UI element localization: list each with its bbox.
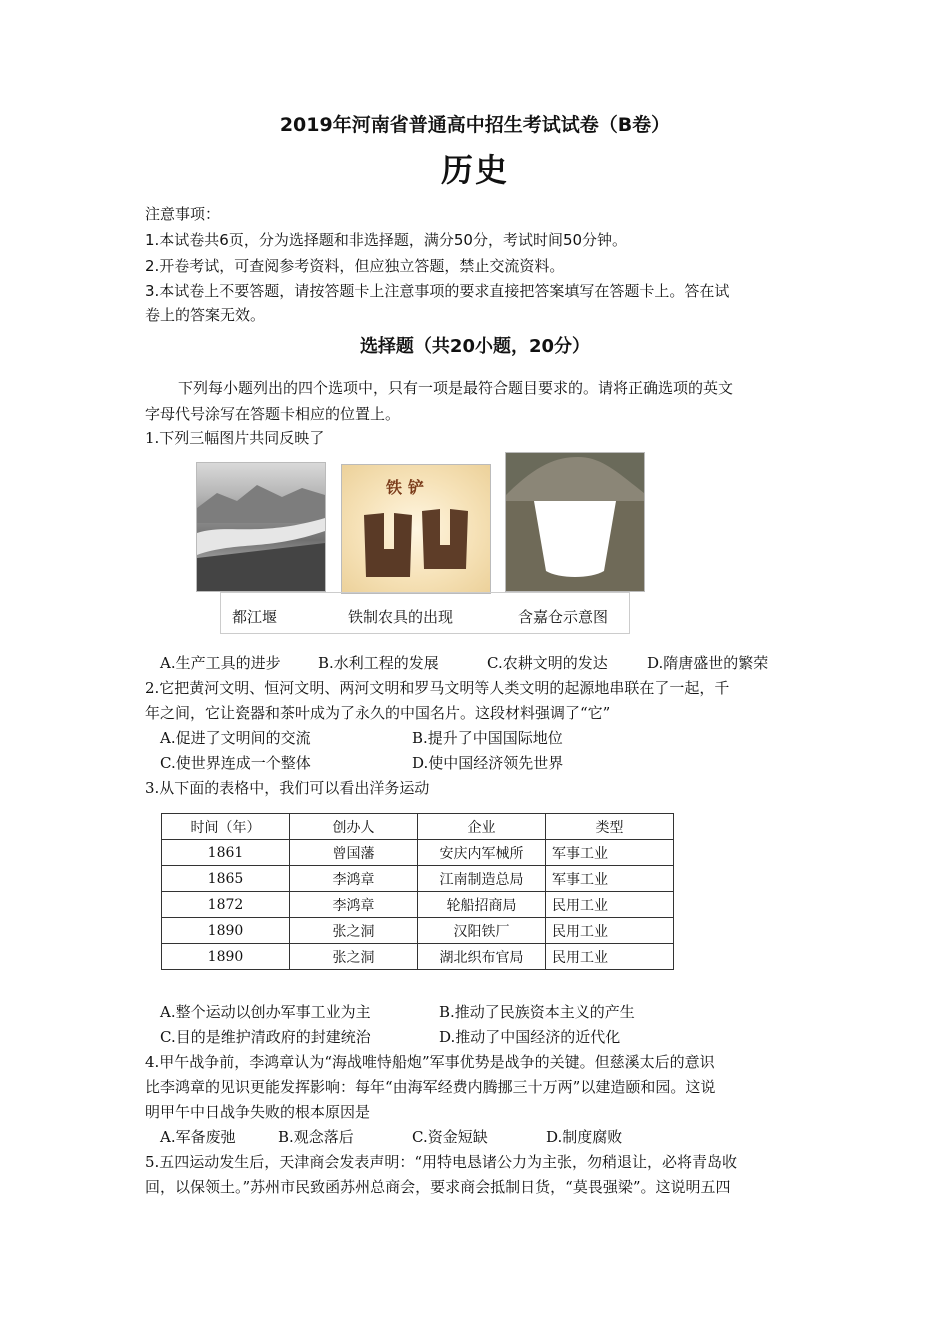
section-instruction: 下列每小题列出的四个选项中，只有一项是最符合题目要求的。请将正确选项的英文 bbox=[178, 379, 734, 397]
q2-option-c[interactable]: C.使世界连成一个整体 bbox=[160, 754, 311, 772]
iron-shovel-label: 铁铲 bbox=[386, 478, 431, 497]
table-cell: 安庆内军械所 bbox=[418, 840, 546, 866]
q2-option-b[interactable]: B.提升了中国国际地位 bbox=[412, 729, 563, 747]
q3-option-a[interactable]: A.整个运动以创办军事工业为主 bbox=[160, 1003, 371, 1021]
caption-dujiangyan: 都江堰 bbox=[232, 608, 278, 626]
q3-table bbox=[161, 813, 674, 970]
table-cell: 汉阳铁厂 bbox=[418, 918, 546, 944]
table-cell: 1861 bbox=[162, 840, 290, 866]
table-cell: 湖北织布官局 bbox=[418, 944, 546, 970]
table-header: 企业 bbox=[418, 814, 546, 840]
q2-stem: 年之间，它让瓷器和茶叶成为了永久的中国名片。这段材料强调了“它” bbox=[145, 704, 611, 722]
table-header-row bbox=[162, 814, 674, 840]
q2-option-a[interactable]: A.促进了文明间的交流 bbox=[160, 729, 311, 747]
note-item: 2.开卷考试，可查阅参考资料，但应独立答题，禁止交流资料。 bbox=[145, 257, 565, 275]
table-row bbox=[162, 866, 674, 892]
dujiangyan-photo bbox=[196, 462, 326, 592]
q3-option-d[interactable]: D.推动了中国经济的近代化 bbox=[439, 1028, 621, 1046]
q2-stem: 2.它把黄河文明、恒河文明、两河文明和罗马文明等人类文明的起源地串联在了一起，千 bbox=[145, 679, 730, 697]
caption-iron-tools: 铁制农具的出现 bbox=[348, 608, 454, 626]
iron-tools-photo bbox=[341, 464, 491, 594]
table-cell: 军事工业 bbox=[546, 840, 674, 866]
table-cell: 轮船招商局 bbox=[418, 892, 546, 918]
q1-option-c[interactable]: C.农耕文明的发达 bbox=[487, 654, 608, 672]
table-header: 创办人 bbox=[290, 814, 418, 840]
table-cell: 张之洞 bbox=[290, 944, 418, 970]
q2-option-d[interactable]: D.使中国经济领先世界 bbox=[412, 754, 564, 772]
table-cell: 江南制造总局 bbox=[418, 866, 546, 892]
table-cell: 军事工业 bbox=[546, 866, 674, 892]
table-header: 类型 bbox=[546, 814, 674, 840]
granary-pit-icon bbox=[506, 453, 644, 591]
q1-stem: 1.下列三幅图片共同反映了 bbox=[145, 429, 325, 447]
q4-option-d[interactable]: D.制度腐败 bbox=[546, 1128, 623, 1146]
table-cell: 民用工业 bbox=[546, 918, 674, 944]
note-item: 3.本试卷上不要答题，请按答题卡上注意事项的要求直接把答案填写在答题卡上。答在试 bbox=[145, 282, 730, 300]
q3-stem: 3.从下面的表格中，我们可以看出洋务运动 bbox=[145, 779, 430, 797]
q1-figure bbox=[196, 452, 632, 636]
q1-option-d[interactable]: D.隋唐盛世的繁荣 bbox=[647, 654, 769, 672]
table-cell: 1865 bbox=[162, 866, 290, 892]
q4-option-b[interactable]: B.观念落后 bbox=[278, 1128, 354, 1146]
table-row bbox=[162, 892, 674, 918]
table-cell: 1890 bbox=[162, 918, 290, 944]
q4-option-a[interactable]: A.军备废弛 bbox=[160, 1128, 236, 1146]
section-title: 选择题（共20小题，20分） bbox=[359, 336, 591, 357]
exam-title: 2019年河南省普通高中招生考试试卷（B卷） bbox=[279, 114, 671, 136]
q4-stem: 比李鸿章的见识更能发挥影响：每年“由海军经费内腾挪三十万两”以建造颐和园。这说 bbox=[145, 1078, 716, 1096]
table-cell: 1890 bbox=[162, 944, 290, 970]
section-instruction: 字母代号涂写在答题卡相应的位置上。 bbox=[145, 405, 401, 423]
table-row bbox=[162, 840, 674, 866]
table-row bbox=[162, 918, 674, 944]
table-row bbox=[162, 944, 674, 970]
hanjia-granary-diagram bbox=[505, 452, 645, 592]
table-cell: 张之洞 bbox=[290, 918, 418, 944]
table-cell: 民用工业 bbox=[546, 944, 674, 970]
exam-subject: 历史 bbox=[440, 151, 509, 189]
note-item: 1.本试卷共6页，分为选择题和非选择题，满分50分，考试时间50分钟。 bbox=[145, 231, 628, 249]
table-cell: 李鸿章 bbox=[290, 892, 418, 918]
q4-stem: 4.甲午战争前，李鸿章认为“海战唯恃船炮”军事优势是战争的关键。但慈溪太后的意识 bbox=[145, 1053, 715, 1071]
q1-option-b[interactable]: B.水利工程的发展 bbox=[318, 654, 439, 672]
table-cell: 民用工业 bbox=[546, 892, 674, 918]
notes-heading: 注意事项： bbox=[145, 205, 221, 223]
caption-granary: 含嘉仓示意图 bbox=[518, 608, 609, 626]
table-cell: 李鸿章 bbox=[290, 866, 418, 892]
note-item: 卷上的答案无效。 bbox=[145, 306, 266, 324]
q4-stem: 明甲午中日战争失败的根本原因是 bbox=[145, 1103, 371, 1121]
q1-option-a[interactable]: A.生产工具的进步 bbox=[160, 654, 281, 672]
table-cell: 1872 bbox=[162, 892, 290, 918]
q4-option-c[interactable]: C.资金短缺 bbox=[412, 1128, 488, 1146]
table-cell: 曾国藩 bbox=[290, 840, 418, 866]
q5-stem: 回，以保领土。”苏州市民致函苏州总商会，要求商会抵制日货，“莫畏强梁”。这说明五四 bbox=[145, 1178, 731, 1196]
q3-option-c[interactable]: C.目的是维护清政府的封建统治 bbox=[160, 1028, 371, 1046]
table-header: 时间（年） bbox=[162, 814, 290, 840]
q3-option-b[interactable]: B.推动了民族资本主义的产生 bbox=[439, 1003, 635, 1021]
river-landscape-image bbox=[197, 463, 325, 591]
q5-stem: 5.五四运动发生后，天津商会发表声明：“用特电恳诸公力为主张，勿稍退让，必将青岛收 bbox=[145, 1153, 737, 1171]
